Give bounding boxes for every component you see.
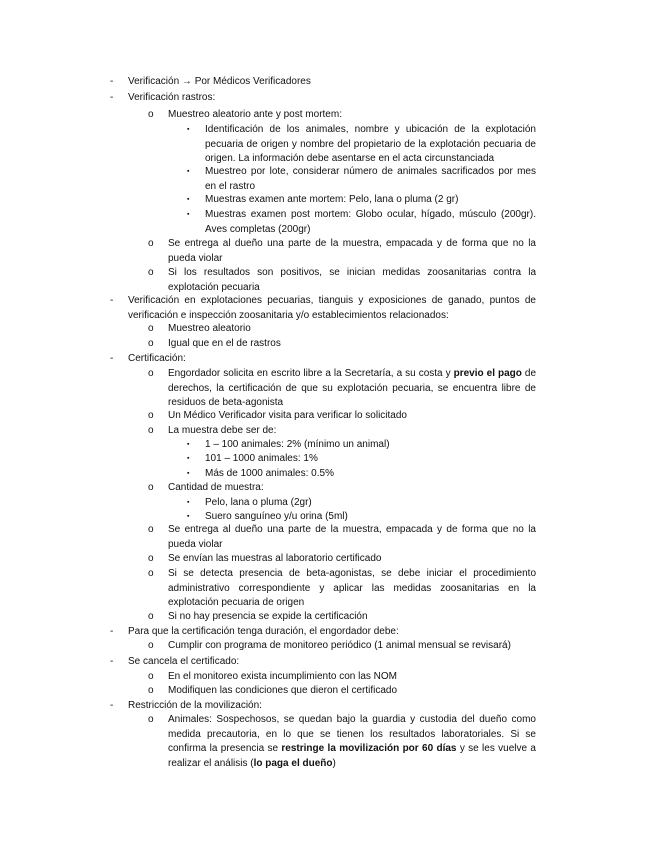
circle-bullet: o [148,685,154,696]
item-text [205,165,536,194]
text-run: Engordador solicita en escrito libre a la Secretaría, a su costa y [168,368,454,379]
item-text [128,625,536,640]
text-run: Si los resultados son positivos, se inician medidas zoosanitarias contra la explotación pecuaria [168,267,536,293]
circle-bullet: o [148,640,154,651]
text-run: Muestreo por lote, considerar número de animales sacrificados por mes en el rastro [205,166,536,192]
text-run: Muestreo aleatorio ante y post mortem: [168,109,342,120]
item-text [168,567,536,611]
circle-bullet: o [148,482,154,493]
text-run: Muestras examen post mortem: Globo ocular, hígado, músculo (200gr). Aves completas (200gr) [205,209,536,235]
text-run: de derechos, la certificación de que su explotación pecuaria, se encuentra libre de residuos de beta-agonista [168,368,537,408]
dash-bullet: - [110,295,114,306]
text-run: Cumplir con programa de monitoreo periódico (1 animal mensual se revisará) [168,640,511,651]
square-bullet: ▪ [187,513,190,520]
item-text [168,337,536,352]
text-run: Pelo, lana o pluma (2gr) [205,497,312,508]
item-text [205,467,536,482]
circle-bullet: o [148,611,154,622]
item-text [128,75,536,90]
square-bullet: ▪ [187,455,190,462]
circle-bullet: o [148,671,154,682]
circle-bullet: o [148,410,154,421]
circle-bullet: o [148,323,154,334]
text-run: Verificación → Por Médicos Verificadores [128,76,311,87]
dash-bullet: - [110,656,114,667]
square-bullet: ▪ [187,211,190,218]
text-run: Se envían las muestras al laboratorio certificado [168,553,382,564]
text-run: Verificación rastros: [128,92,216,103]
item-text [168,610,536,625]
text-run: y se les vuelve a realizar el análisis ( [168,743,536,769]
text-run: Animales: Sospechosos, se quedan bajo la guardia y custodia del dueño como medida precautoria, en lo que se tienen los resultados laboratoriales. Si se confirma la presencia se [168,714,536,754]
bold-text: previo el pago [453,368,522,379]
text-run: Identificación de los animales, nombre y ubicación de la explotación pecuaria de origen y nombre del propietario de la explotación pecuaria de origen. La información debe asentarse en el acta circunstanciada [205,124,536,164]
text-run: Para que la certificación tenga duración, el engordador debe: [128,626,399,637]
item-text [168,424,536,439]
dash-bullet: - [110,700,114,711]
item-text [168,266,536,295]
square-bullet: ▪ [187,441,190,448]
circle-bullet: o [148,368,154,379]
text-run: Muestreo aleatorio [168,323,251,334]
dash-bullet: - [110,92,114,103]
text-run: La muestra debe ser de: [168,425,277,436]
item-text [128,91,536,106]
item-text [128,352,536,367]
bold-text: lo paga el dueño [253,757,333,769]
circle-bullet: o [148,425,154,436]
text-run: Suero sanguíneo y/u orina (5ml) [205,511,348,522]
dash-bullet: - [110,353,114,364]
text-run: 1 – 100 animales: 2% (mínimo un animal) [205,439,390,450]
item-text [205,123,536,167]
item-text [168,322,536,337]
circle-bullet: o [148,267,154,278]
text-run: Se entrega al dueño una parte de la muestra, empacada y de forma que no la pueda violar [168,524,536,550]
text-run: Muestras examen ante mortem: Pelo, lana o pluma (2 gr) [205,194,459,205]
item-text [128,699,536,714]
text-run: Se cancela el certificado: [128,656,240,667]
dash-bullet: - [110,626,114,637]
text-run: 101 – 1000 animales: 1% [205,453,318,464]
item-text [168,713,536,771]
item-text [205,452,536,467]
item-text [128,655,536,670]
item-text [168,237,536,266]
text-run: Más de 1000 animales: 0.5% [205,468,334,479]
circle-bullet: o [148,568,154,579]
text-run: ) [332,757,336,769]
text-run: Un Médico Verificador visita para verificar lo solicitado [168,410,407,421]
item-text [168,108,536,123]
text-run: Verificación en explotaciones pecuarias, tianguis y exposiciones de ganado, puntos de verificación e inspección zoosanitaria y/o establecimientos relacionados: [128,295,536,321]
text-run: En el monitoreo exista incumplimiento con las NOM [168,671,397,682]
item-text [168,639,536,654]
item-text [168,367,536,411]
item-text [128,294,536,323]
text-run: Cantidad de muestra: [168,482,264,493]
text-run: Igual que en el de rastros [168,338,281,349]
circle-bullet: o [148,553,154,564]
circle-bullet: o [148,714,154,725]
text-run: Certificación: [128,353,186,364]
square-bullet: ▪ [187,168,190,175]
square-bullet: ▪ [187,126,190,133]
circle-bullet: o [148,338,154,349]
dash-bullet: - [110,76,114,87]
item-text [205,193,536,208]
item-text [205,438,536,453]
item-text [168,552,536,567]
square-bullet: ▪ [187,196,190,203]
text-run: Si se detecta presencia de beta-agonistas, se debe iniciar el procedimiento administrativo correspondiente y aplicar las medidas zoosanitarias en la explotación pecuaria de origen [168,568,536,608]
square-bullet: ▪ [187,499,190,506]
square-bullet: ▪ [187,470,190,477]
item-text [205,208,536,237]
circle-bullet: o [148,109,154,120]
item-text [205,496,536,511]
text-run: Restricción de la movilización: [128,700,262,711]
item-text [168,409,536,424]
circle-bullet: o [148,238,154,249]
text-run: Si no hay presencia se expide la certificación [168,611,368,622]
item-text [168,684,536,699]
circle-bullet: o [148,524,154,535]
text-run: Modifiquen las condiciones que dieron el certificado [168,685,398,696]
bold-text: restringe la movilización por 60 días [281,743,457,754]
item-text [168,523,536,552]
item-text [168,481,536,496]
item-text [168,670,536,685]
text-run: Se entrega al dueño una parte de la muestra, empacada y de forma que no la pueda violar [168,238,536,264]
